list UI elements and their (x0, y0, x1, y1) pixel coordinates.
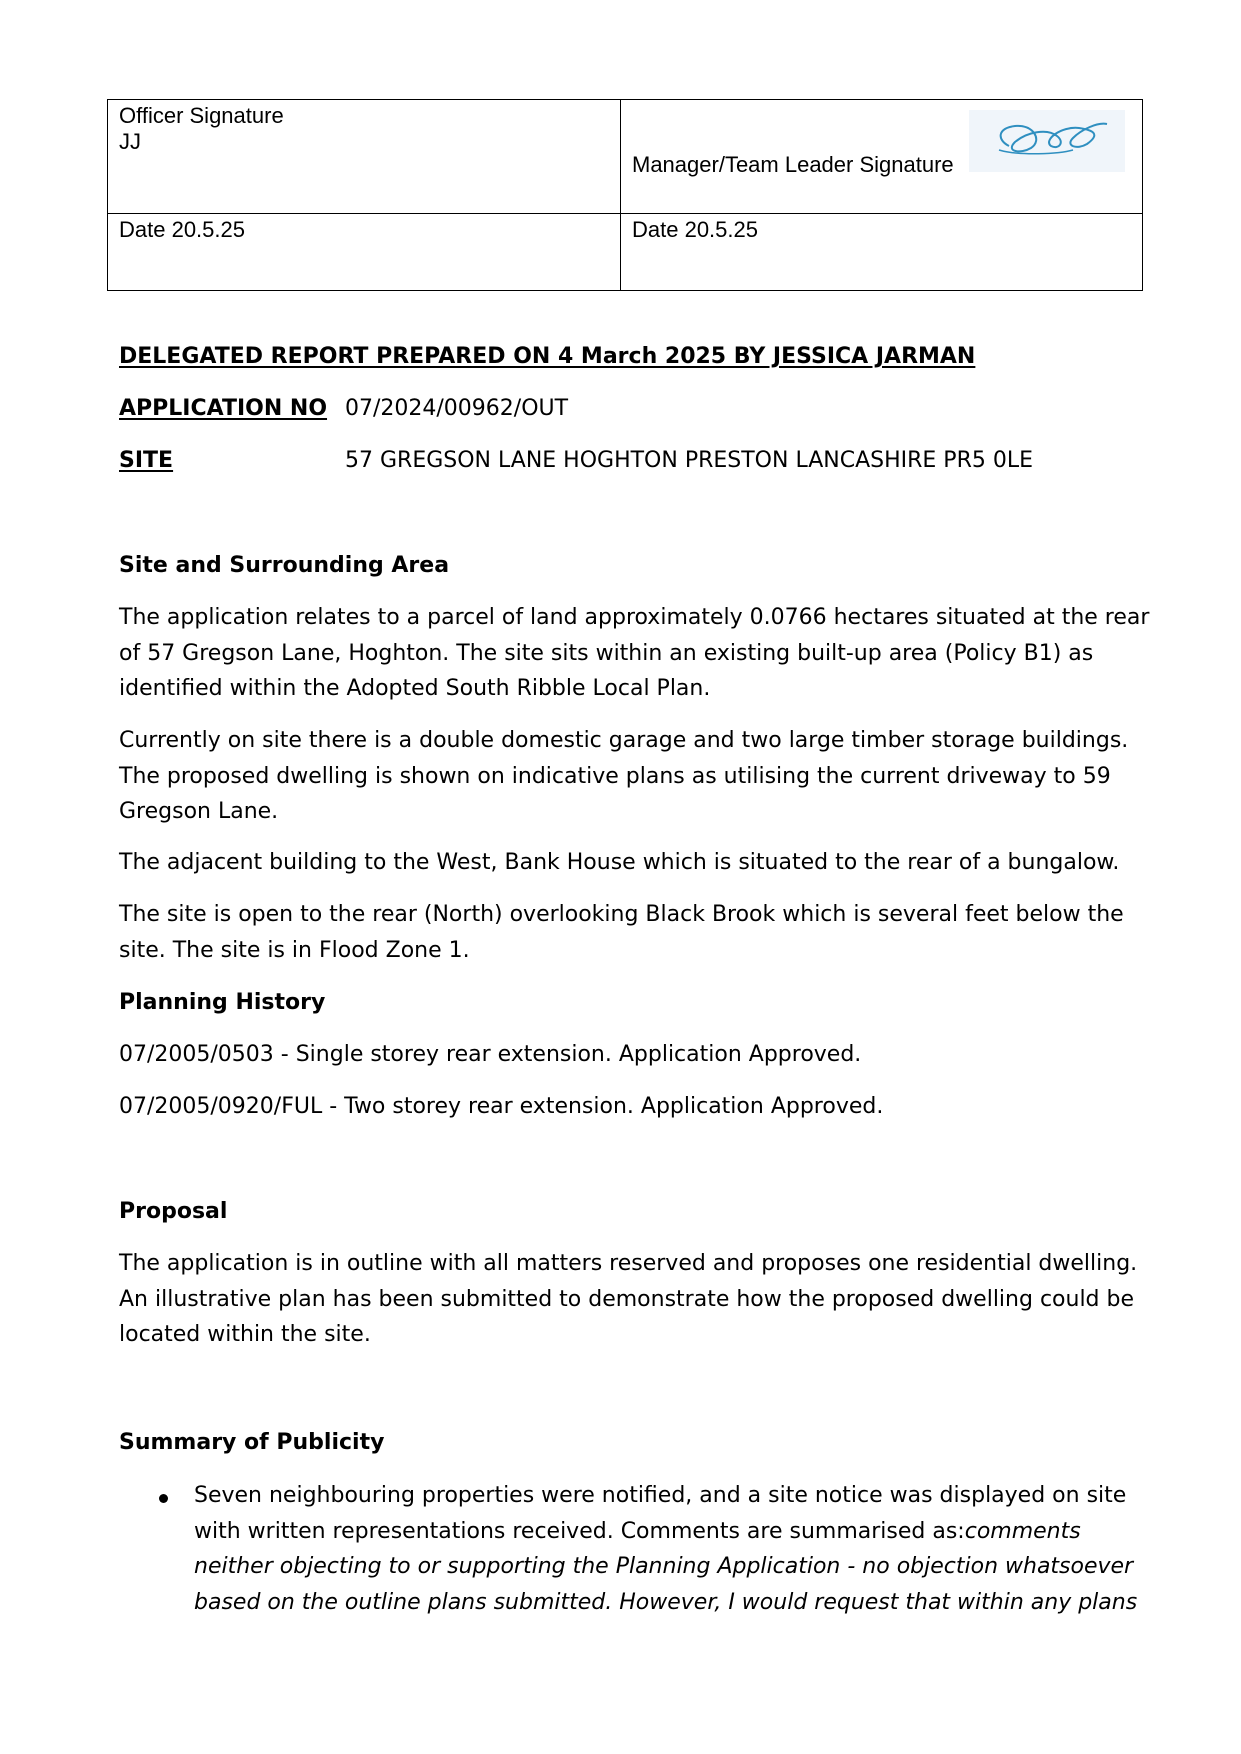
text-line: located within the site. (119, 1322, 371, 1347)
text-line (194, 1514, 1134, 1550)
site-value: 57 GREGSON LANE HOGHTON PRESTON LANCASHIRE PR5 0LE (345, 448, 1033, 473)
text-line: The proposed dwelling is shown on indicative plans as utilising the current driveway to 59 (119, 763, 1111, 789)
application-no-label: APPLICATION NO (119, 396, 328, 421)
site-label: SITE (119, 448, 174, 473)
proposal-paragraph (119, 1246, 1138, 1353)
planning-history-title: Planning History (119, 990, 326, 1015)
report-heading: DELEGATED REPORT PREPARED ON 4 March 2025 BY JESSICA JARMAN (119, 344, 976, 369)
manager-signature-label: Manager/Team Leader Signature (632, 152, 954, 177)
manager-date-cell (621, 214, 1143, 291)
officer-date: Date 20.5.25 (119, 217, 245, 242)
officer-date-cell (108, 214, 621, 291)
site-area-paragraph-4 (119, 897, 1129, 968)
text-line: An illustrative plan has been submitted to demonstrate how the proposed dwelling could be (119, 1286, 1135, 1312)
italic-fragment: comments (964, 1518, 1081, 1544)
publicity-title: Summary of Publicity (119, 1430, 385, 1455)
publicity-bullet (194, 1478, 1138, 1620)
text-line: identified within the Adopted South Ribble Local Plan. (119, 676, 711, 701)
site-area-paragraph-3: The adjacent building to the West, Bank House which is situated to the rear of a bungalow. (119, 850, 1120, 875)
manager-date: Date 20.5.25 (632, 217, 758, 242)
text-line: The application is in outline with all matters reserved and proposes one residential dwelling. (119, 1251, 1138, 1276)
text-line: Seven neighbouring properties were notified, and a site notice was displayed on site (194, 1483, 1127, 1508)
application-no-value: 07/2024/00962/OUT (345, 396, 569, 421)
text-line: The application relates to a parcel of land approximately 0.0766 hectares situated at the rear (119, 605, 1150, 630)
officer-signature-cell (108, 100, 621, 214)
site-area-paragraph-1 (119, 600, 1150, 707)
proposal-title: Proposal (119, 1199, 228, 1224)
text-line: Gregson Lane. (119, 799, 279, 824)
text-line: Currently on site there is a double domestic garage and two large timber storage buildings. (119, 728, 1129, 753)
text-line: The site is open to the rear (North) overlooking Black Brook which is several feet below the (119, 902, 1124, 927)
planning-history-item: 07/2005/0503 - Single storey rear extension. Application Approved. (119, 1042, 862, 1067)
text-line: based on the outline plans submitted. However, I would request that within any plans (194, 1589, 1138, 1615)
planning-history-item: 07/2005/0920/FUL - Two storey rear extension. Application Approved. (119, 1094, 884, 1119)
officer-initials: JJ (119, 129, 141, 154)
text-line: neither objecting to or supporting the Planning Application - no objection whatsoever (194, 1554, 1134, 1579)
site-area-paragraph-2 (119, 723, 1129, 830)
site-area-title: Site and Surrounding Area (119, 553, 450, 578)
text-line: site. The site is in Flood Zone 1. (119, 937, 470, 963)
text-fragment: with written representations received. Comments are summarised as: (194, 1518, 965, 1544)
officer-signature-label: Officer Signature (119, 103, 284, 128)
bullet-point-icon (159, 1494, 168, 1503)
signature-table (107, 99, 1143, 291)
handwritten-signature-image (969, 110, 1125, 172)
manager-signature-cell (621, 100, 1143, 214)
text-line: of 57 Gregson Lane, Hoghton. The site sits within an existing built-up area (Policy B1) as (119, 640, 1094, 666)
